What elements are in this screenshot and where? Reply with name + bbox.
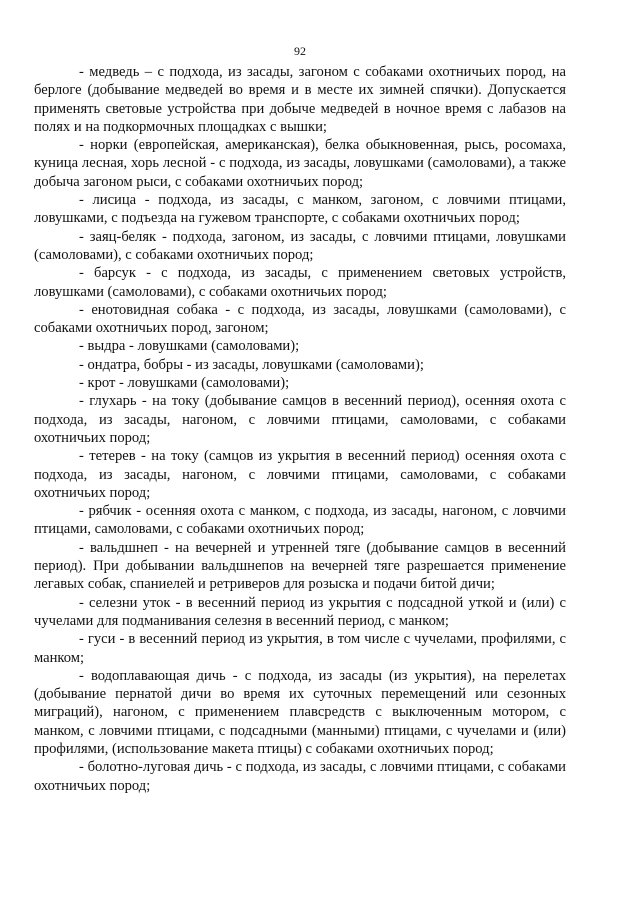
paragraph: - водоплавающая дичь - с подхода, из засады (из укрытия), на перелетах (добывание пернатой дичи во время их суточных перемещений или сезонных миграций), нагоном, с применением плавсредств с выключенным мотором, с манком, с ловчими птицами, с подсадными (манными) птицами, с чучелами и (или) профилями, (использование макета птицы) с собаками охотничьих пород;: [34, 667, 566, 757]
page-number: 92: [294, 44, 306, 58]
body-text: [34, 63, 566, 795]
paragraph: - выдра - ловушками (самоловами);: [79, 338, 300, 355]
paragraph: - гуси - в весенний период из укрытия, в том числе с чучелами, профилями, с манком;: [34, 631, 566, 666]
document-page: [34, 0, 566, 795]
paragraph: - лисица - подхода, из засады, с манком, загоном, с ловчими птицами, ловушками, с подъезда на гужевом транспорте, с собаками охотничьих пород;: [34, 192, 566, 227]
paragraph: - ондатра, бобры - из засады, ловушками (самоловами);: [79, 356, 424, 373]
paragraph: - селезни уток - в весенний период из укрытия с подсадной уткой и (или) с чучелами для подманивания селезня в весенний период, с манком;: [34, 594, 566, 629]
paragraph: - рябчик - осенняя охота с манком, с подхода, из засады, нагоном, с ловчими птицами, самоловами, с собаками охотничьих пород;: [34, 503, 566, 538]
paragraph: - тетерев - на току (самцов из укрытия в весенний период) осенняя охота с подхода, из засады, нагоном, с ловчими птицами, самоловами, с собаками охотничьих пород;: [34, 448, 566, 501]
paragraph: - енотовидная собака - с подхода, из засады, ловушками (самоловами), с собаками охотничьих пород, загоном;: [34, 301, 566, 337]
paragraph: - барсук - с подхода, из засады, с применением световых устройств, ловушками (самоловами), с собаками охотничьих пород;: [34, 265, 566, 300]
paragraph: - заяц-беляк - подхода, загоном, из засады, с ловчими птицами, ловушками (самоловами), с собаками охотничьих пород;: [34, 228, 566, 263]
paragraph: - глухарь - на току (добывание самцов в весенний период), осенняя охота с подхода, из засады, нагоном, с ловчими птицами, самоловами, с собаками охотничьих пород;: [34, 393, 566, 446]
paragraph: - крот - ловушками (самоловами);: [79, 375, 290, 392]
paragraph: - норки (европейская, американская), белка обыкновенная, рысь, росомаха, куница лесная, хорь лесной - с подхода, из засады, ловушками (самоловами), а также добыча загоном рыси, с собаками охотничьих пород;: [34, 137, 566, 190]
paragraph: - вальдшнеп - на вечерней и утренней тяге (добывание самцов в весенний период). При добывании вальдшнепов на вечерней тяге разрешается применение легавых собак, спаниелей и ретриверов для розыска и подачи битой дичи;: [34, 539, 566, 593]
paragraph: - медведь – с подхода, из засады, загоном с собаками охотничьих пород, на берлоге (добывание медведей во время и в месте их зимней спячки). Допускается применять световые устройства при добыче медведей в ночное время с лабазов на полях и на подкормочных площадках с вышки;: [34, 64, 566, 135]
paragraph: - болотно-луговая дичь - с подхода, из засады, с ловчими птицами, с собаками охотничьих пород;: [34, 759, 566, 794]
